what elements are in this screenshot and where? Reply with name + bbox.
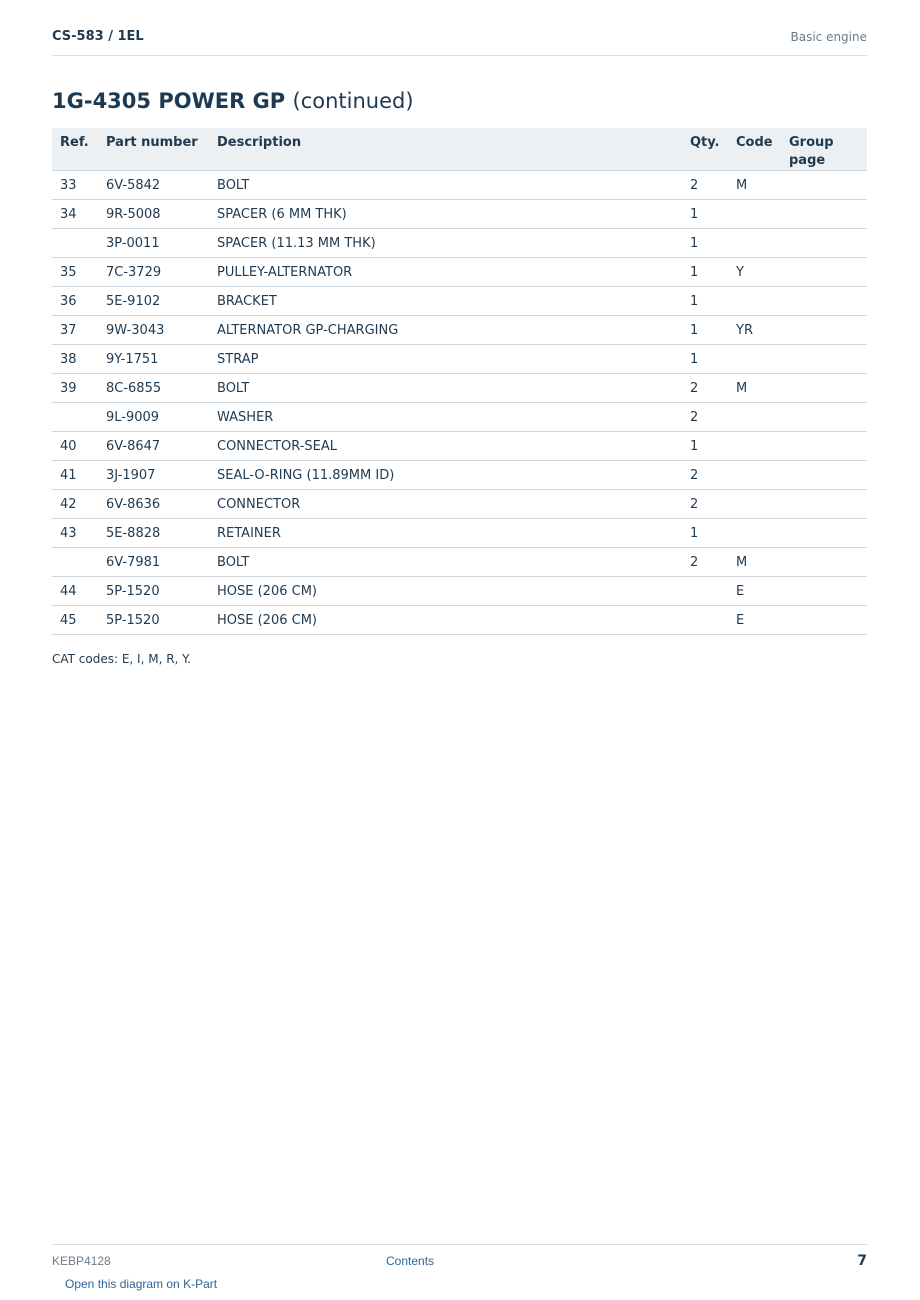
table-row (52, 577, 867, 606)
document-id: KEBP4128 (52, 1254, 111, 1268)
cell-group-page (781, 577, 867, 606)
cell-ref: 44 (52, 577, 98, 606)
cell-code (728, 461, 781, 490)
column-header-description: Description (209, 128, 682, 171)
cell-description: BOLT (209, 171, 682, 200)
column-header-ref: Ref. (52, 128, 98, 171)
cell-group-page (781, 403, 867, 432)
cell-description: CONNECTOR-SEAL (209, 432, 682, 461)
cell-group-page (781, 171, 867, 200)
cell-code: YR (728, 316, 781, 345)
cell-code (728, 403, 781, 432)
table-row (52, 345, 867, 374)
cell-qty: 1 (682, 287, 728, 316)
cell-part-number: 7C-3729 (98, 258, 209, 287)
cell-qty: 2 (682, 490, 728, 519)
table-row (52, 258, 867, 287)
cell-qty (682, 577, 728, 606)
cell-description: BOLT (209, 548, 682, 577)
cell-part-number: 9W-3043 (98, 316, 209, 345)
cell-description: SEAL-O-RING (11.89MM ID) (209, 461, 682, 490)
cell-description: WASHER (209, 403, 682, 432)
cell-code: E (728, 606, 781, 635)
table-body (52, 171, 867, 635)
cell-description: ALTERNATOR GP-CHARGING (209, 316, 682, 345)
cell-group-page (781, 229, 867, 258)
cell-ref: 42 (52, 490, 98, 519)
cell-part-number: 3J-1907 (98, 461, 209, 490)
cell-code (728, 287, 781, 316)
cell-description: HOSE (206 CM) (209, 577, 682, 606)
cell-ref: 39 (52, 374, 98, 403)
cell-code (728, 200, 781, 229)
cell-qty: 2 (682, 171, 728, 200)
cell-ref: 33 (52, 171, 98, 200)
table-row (52, 403, 867, 432)
table-row (52, 171, 867, 200)
cell-description: PULLEY-ALTERNATOR (209, 258, 682, 287)
table-row (52, 316, 867, 345)
cell-ref: 41 (52, 461, 98, 490)
cell-qty: 1 (682, 316, 728, 345)
cat-codes-note: CAT codes: E, I, M, R, Y. (52, 652, 191, 666)
cell-code: M (728, 171, 781, 200)
table-row (52, 519, 867, 548)
cell-group-page (781, 374, 867, 403)
cell-qty: 1 (682, 200, 728, 229)
table-row (52, 548, 867, 577)
cell-ref: 37 (52, 316, 98, 345)
cell-part-number: 9Y-1751 (98, 345, 209, 374)
section-name: Basic engine (790, 30, 867, 44)
cell-group-page (781, 548, 867, 577)
cell-ref: 36 (52, 287, 98, 316)
cell-part-number: 5P-1520 (98, 577, 209, 606)
table-row (52, 287, 867, 316)
column-header-qty: Qty. (682, 128, 728, 171)
cell-group-page (781, 345, 867, 374)
cell-code (728, 345, 781, 374)
cell-code (728, 519, 781, 548)
open-diagram-link[interactable]: Open this diagram on K-Part (65, 1277, 218, 1291)
cell-qty (682, 606, 728, 635)
cell-part-number: 9L-9009 (98, 403, 209, 432)
column-header-group-page: Group page (781, 128, 867, 171)
cell-code: E (728, 577, 781, 606)
cell-description: STRAP (209, 345, 682, 374)
cell-qty: 1 (682, 432, 728, 461)
table-header (52, 128, 867, 171)
cell-part-number: 5E-8828 (98, 519, 209, 548)
cell-part-number: 6V-5842 (98, 171, 209, 200)
table-row (52, 606, 867, 635)
cell-group-page (781, 519, 867, 548)
cell-description: BOLT (209, 374, 682, 403)
cell-group-page (781, 200, 867, 229)
cell-ref: 40 (52, 432, 98, 461)
cell-group-page (781, 316, 867, 345)
column-header-part-number: Part number (98, 128, 209, 171)
cell-part-number: 5P-1520 (98, 606, 209, 635)
table-row (52, 490, 867, 519)
page-title (52, 89, 414, 113)
cell-ref: 38 (52, 345, 98, 374)
cell-part-number: 6V-7981 (98, 548, 209, 577)
cell-part-number: 5E-9102 (98, 287, 209, 316)
cell-ref: 35 (52, 258, 98, 287)
cell-code (728, 490, 781, 519)
table-row (52, 200, 867, 229)
document-breadcrumb: CS-583 / 1EL (52, 29, 144, 44)
cell-description: CONNECTOR (209, 490, 682, 519)
cell-ref: 43 (52, 519, 98, 548)
cell-description: BRACKET (209, 287, 682, 316)
cell-code (728, 432, 781, 461)
cell-qty: 2 (682, 374, 728, 403)
cell-part-number: 6V-8636 (98, 490, 209, 519)
cell-group-page (781, 461, 867, 490)
title-continued: (continued) (292, 89, 414, 113)
cell-ref (52, 403, 98, 432)
parts-table (52, 128, 867, 635)
table-row (52, 374, 867, 403)
cell-part-number: 3P-0011 (98, 229, 209, 258)
cell-ref: 34 (52, 200, 98, 229)
cell-description: SPACER (11.13 MM THK) (209, 229, 682, 258)
cell-description: HOSE (206 CM) (209, 606, 682, 635)
contents-link[interactable]: Contents (386, 1254, 435, 1268)
cell-ref (52, 229, 98, 258)
cell-group-page (781, 606, 867, 635)
cell-code: Y (728, 258, 781, 287)
page-header (52, 28, 867, 56)
page-number: 7 (857, 1253, 867, 1269)
cell-code (728, 229, 781, 258)
cell-part-number: 9R-5008 (98, 200, 209, 229)
table-row (52, 461, 867, 490)
cell-description: RETAINER (209, 519, 682, 548)
cell-code: M (728, 374, 781, 403)
cell-qty: 2 (682, 403, 728, 432)
cell-qty: 1 (682, 229, 728, 258)
table-row (52, 229, 867, 258)
cell-part-number: 8C-6855 (98, 374, 209, 403)
cell-group-page (781, 258, 867, 287)
cell-group-page (781, 287, 867, 316)
page-footer (52, 1244, 867, 1275)
cell-group-page (781, 490, 867, 519)
cell-qty: 2 (682, 548, 728, 577)
cell-group-page (781, 432, 867, 461)
cell-description: SPACER (6 MM THK) (209, 200, 682, 229)
title-main: 1G-4305 POWER GP (52, 89, 286, 113)
cell-code: M (728, 548, 781, 577)
cell-qty: 1 (682, 258, 728, 287)
table-row (52, 432, 867, 461)
cell-part-number: 6V-8647 (98, 432, 209, 461)
cell-qty: 1 (682, 345, 728, 374)
cell-ref: 45 (52, 606, 98, 635)
cell-ref (52, 548, 98, 577)
table-header-row (52, 128, 867, 171)
cell-qty: 2 (682, 461, 728, 490)
column-header-code: Code (728, 128, 781, 171)
cell-qty: 1 (682, 519, 728, 548)
